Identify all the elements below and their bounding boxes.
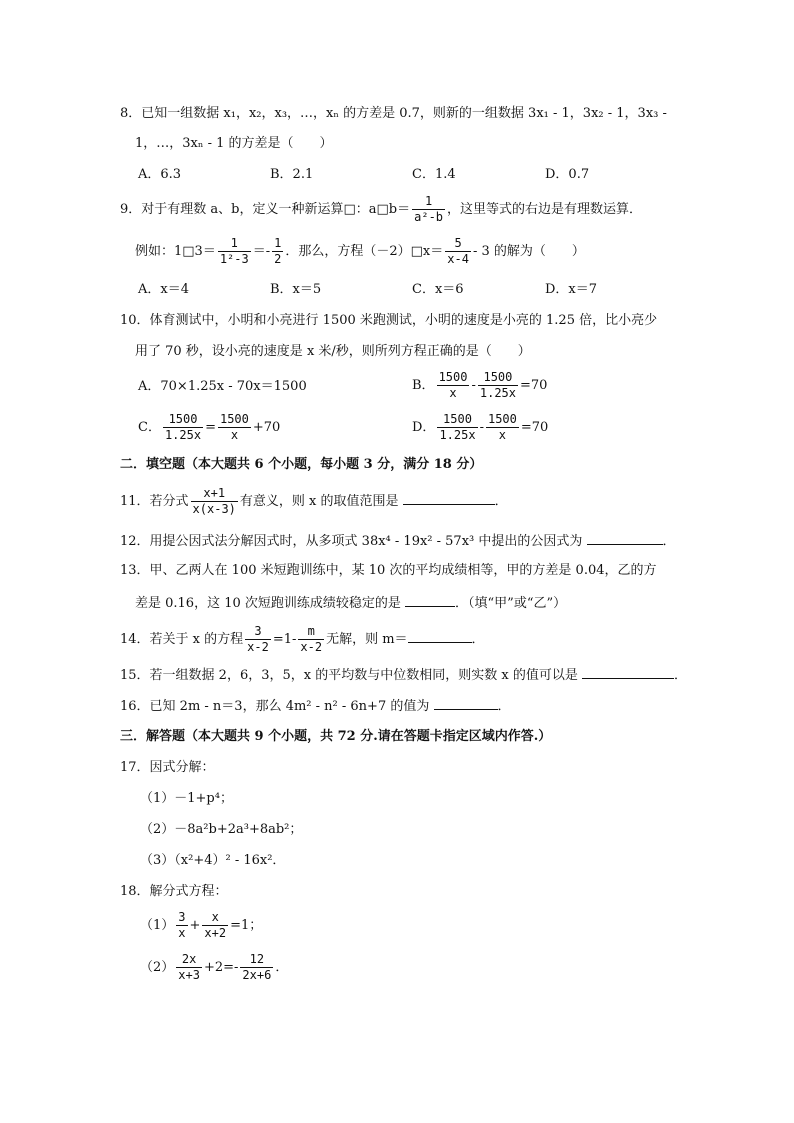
q9-option-b: B．x＝5 [270, 282, 322, 297]
q17-item-3: （3）（x²+4）² - 16x²． [140, 853, 286, 868]
answer-blank[interactable] [405, 592, 455, 607]
fraction-denominator: a²-b [414, 210, 444, 224]
fraction-numerator: x+1 [203, 486, 226, 500]
q16-text: 16．已知 2m - n＝3，那么 4m² - n² - 6n+7 的值为 [120, 699, 430, 714]
q10-option-d [412, 412, 548, 443]
fraction-denominator: x+3 [178, 968, 200, 982]
fraction [298, 624, 324, 655]
q10-line1: 10．体育测试中，小明和小亮进行 1500 米跑测试，小明的速度是小亮的 1.25 倍，比小亮少 [120, 313, 658, 328]
q15-end: ． [673, 668, 687, 683]
q9-line1-pre: 9．对于有理数 a、b，定义一种新运算□：a□b＝ [120, 202, 411, 217]
equation-tail: =70 [520, 378, 548, 393]
fraction-numerator: 1 [230, 236, 238, 250]
fraction [486, 412, 519, 443]
fraction-numerator: 1 [274, 236, 282, 250]
q14 [120, 624, 485, 655]
fraction-numerator: 1500 [219, 412, 249, 426]
operator: = [205, 420, 216, 435]
q18-mid: +2=- [203, 960, 239, 975]
q11-post: 有意义，则 x 的取值范围是 [239, 494, 399, 509]
fraction-denominator: x [218, 427, 251, 443]
q9-equation-fraction [445, 236, 471, 267]
fraction [176, 952, 202, 983]
q11-pre: 11．若分式 [120, 494, 189, 509]
q8-line2: 1，…，3xₙ - 1 的方差是（ ） [135, 136, 333, 151]
fraction-denominator: 1.25x [164, 428, 202, 442]
q9-option-d: D．x＝7 [545, 282, 598, 297]
q12-end: ． [662, 534, 676, 549]
fraction-numerator: x [211, 910, 219, 924]
fraction [240, 952, 273, 983]
q9-line1-post: ，这里等式的右边是有理数运算． [447, 202, 643, 217]
q14-pre: 14．若关于 x 的方程 [120, 632, 244, 647]
operator: - [479, 420, 484, 435]
answer-blank[interactable] [582, 664, 674, 679]
answer-blank[interactable] [587, 530, 663, 545]
fraction-denominator: x-2 [247, 640, 269, 654]
fraction [191, 486, 238, 517]
fraction-numerator: 3 [178, 910, 186, 924]
fraction-numerator: 5 [454, 236, 462, 250]
fraction-denominator: x [486, 427, 519, 443]
q8-option-c: C．1.4 [412, 167, 456, 182]
fraction [437, 370, 470, 401]
fraction-denominator: x-2 [300, 640, 323, 654]
option-label: C． [138, 420, 161, 435]
q9-option-c: C．x＝6 [412, 282, 464, 297]
q8-line1: 8．已知一组数据 x₁，x₂，x₃，…，xₙ 的方差是 0.7，则新的一组数据 3x₁ - 1，3x₂ - 1，3x₃ - [120, 106, 667, 121]
q15-text: 15．若一组数据 2，6，3，5，x 的平均数与中位数相同，则实数 x 的值可以是 [120, 668, 578, 683]
fraction-denominator: 1.25x [439, 428, 476, 442]
q17-title: 17．因式分解： [120, 760, 215, 775]
fraction [437, 412, 477, 443]
q15 [120, 664, 687, 686]
q9-ex-mid: ＝- [252, 244, 271, 259]
q9-def-fraction [412, 194, 445, 225]
fraction [218, 412, 251, 443]
q18-title: 18．解分式方程： [120, 884, 228, 899]
fraction-numerator: 1500 [443, 412, 472, 426]
q17-item-1: （1）－1+p⁴； [140, 791, 233, 806]
equation-tail: =70 [520, 420, 549, 435]
equation-tail: ． [275, 960, 289, 975]
operator: + [189, 918, 201, 933]
q18-item-1 [140, 910, 262, 941]
equation-tail: =1； [230, 918, 263, 933]
section-2-heading: 二．填空题（本大题共 6 个小题，每小题 3 分，满分 18 分） [120, 457, 483, 472]
fraction-numerator: 3 [254, 624, 262, 638]
option-label: D． [412, 420, 436, 435]
q14-post: 无解，则 m＝ [326, 632, 408, 647]
fraction [163, 412, 203, 443]
q14-end: ． [471, 632, 485, 647]
q8-option-d: D．0.7 [545, 167, 590, 182]
q9-option-a: A．x＝4 [138, 282, 189, 297]
answer-blank[interactable] [408, 628, 472, 643]
q9-example-fraction [218, 236, 251, 267]
item-label: （1） [140, 918, 175, 933]
q10-line2: 用了 70 秒，设小亮的速度是 x 米/秒，则所列方程正确的是（ ） [135, 344, 531, 359]
q11 [120, 486, 508, 517]
fraction-denominator: 1²-3 [219, 252, 249, 266]
q11-end: ． [494, 494, 508, 509]
q18-item-2 [140, 952, 288, 983]
q10-option-a: A．70×1.25x - 70x＝1500 [138, 379, 307, 394]
fraction-numerator: 1500 [487, 412, 517, 426]
operator: - [471, 378, 476, 393]
fraction-denominator: 2x+6 [242, 968, 272, 982]
fraction-numerator: 1 [424, 194, 433, 208]
fraction-numerator: 1500 [483, 370, 513, 384]
fraction-denominator: x(x-3) [192, 502, 236, 516]
q10-option-b [412, 370, 547, 401]
q12-text: 12．用提公因式法分解因式时，从多项式 38x⁴ - 19x² - 57x³ 中提出的公因式为 [120, 534, 583, 549]
fraction-denominator: 2 [274, 252, 282, 266]
q13-line2 [135, 592, 566, 614]
fraction-denominator: x+2 [204, 926, 227, 940]
q9-line2 [135, 236, 585, 267]
fraction [245, 624, 271, 655]
q10-option-c [138, 412, 280, 443]
q16 [120, 695, 511, 717]
fraction-numerator: 1500 [168, 412, 198, 426]
q16-end: ． [497, 699, 511, 714]
q13-line2-post: ．（填“甲”或“乙”） [455, 596, 567, 611]
q14-mid: =1- [272, 632, 297, 647]
q12 [120, 530, 676, 552]
item-label: （2） [140, 960, 175, 975]
fraction [202, 910, 228, 941]
equation-tail: +70 [252, 420, 281, 435]
answer-blank[interactable] [434, 695, 498, 710]
answer-blank[interactable] [403, 490, 495, 505]
q13-line1: 13．甲、乙两人在 100 米短跑训练中，某 10 次的平均成绩相等，甲的方差是 0.04，乙的方 [120, 563, 657, 578]
fraction-denominator: 1.25x [479, 386, 516, 400]
q9-line1 [120, 194, 642, 225]
option-label: B． [412, 378, 435, 393]
q17-item-2: （2）－8a²b+2a³+8ab²； [140, 822, 303, 837]
fraction-numerator: 12 [249, 952, 265, 966]
q9-line2-mid: ．那么，方程（－2）□x＝ [285, 244, 444, 259]
fraction [176, 910, 187, 941]
fraction-numerator: 2x [181, 952, 197, 966]
q9-line2-pre: 例如：1□3＝ [135, 244, 216, 259]
q8-option-a: A．6.3 [138, 167, 182, 182]
q13-line2-pre: 差是 0.16，这 10 次短跑训练成绩较稳定的是 [135, 596, 401, 611]
fraction-denominator: x-4 [447, 252, 469, 266]
fraction-denominator: x [437, 385, 470, 401]
fraction-numerator: m [307, 624, 315, 638]
section-3-heading: 三．解答题（本大题共 9 个小题，共 72 分.请在答题卡指定区域内作答.） [120, 729, 552, 744]
q9-example-result-fraction [272, 236, 283, 267]
fraction-denominator: x [178, 926, 186, 940]
fraction [478, 370, 518, 401]
fraction-numerator: 1500 [438, 370, 468, 384]
q8-option-b: B．2.1 [270, 167, 314, 182]
q9-line2-post: - 3 的解为（ ） [472, 244, 585, 259]
